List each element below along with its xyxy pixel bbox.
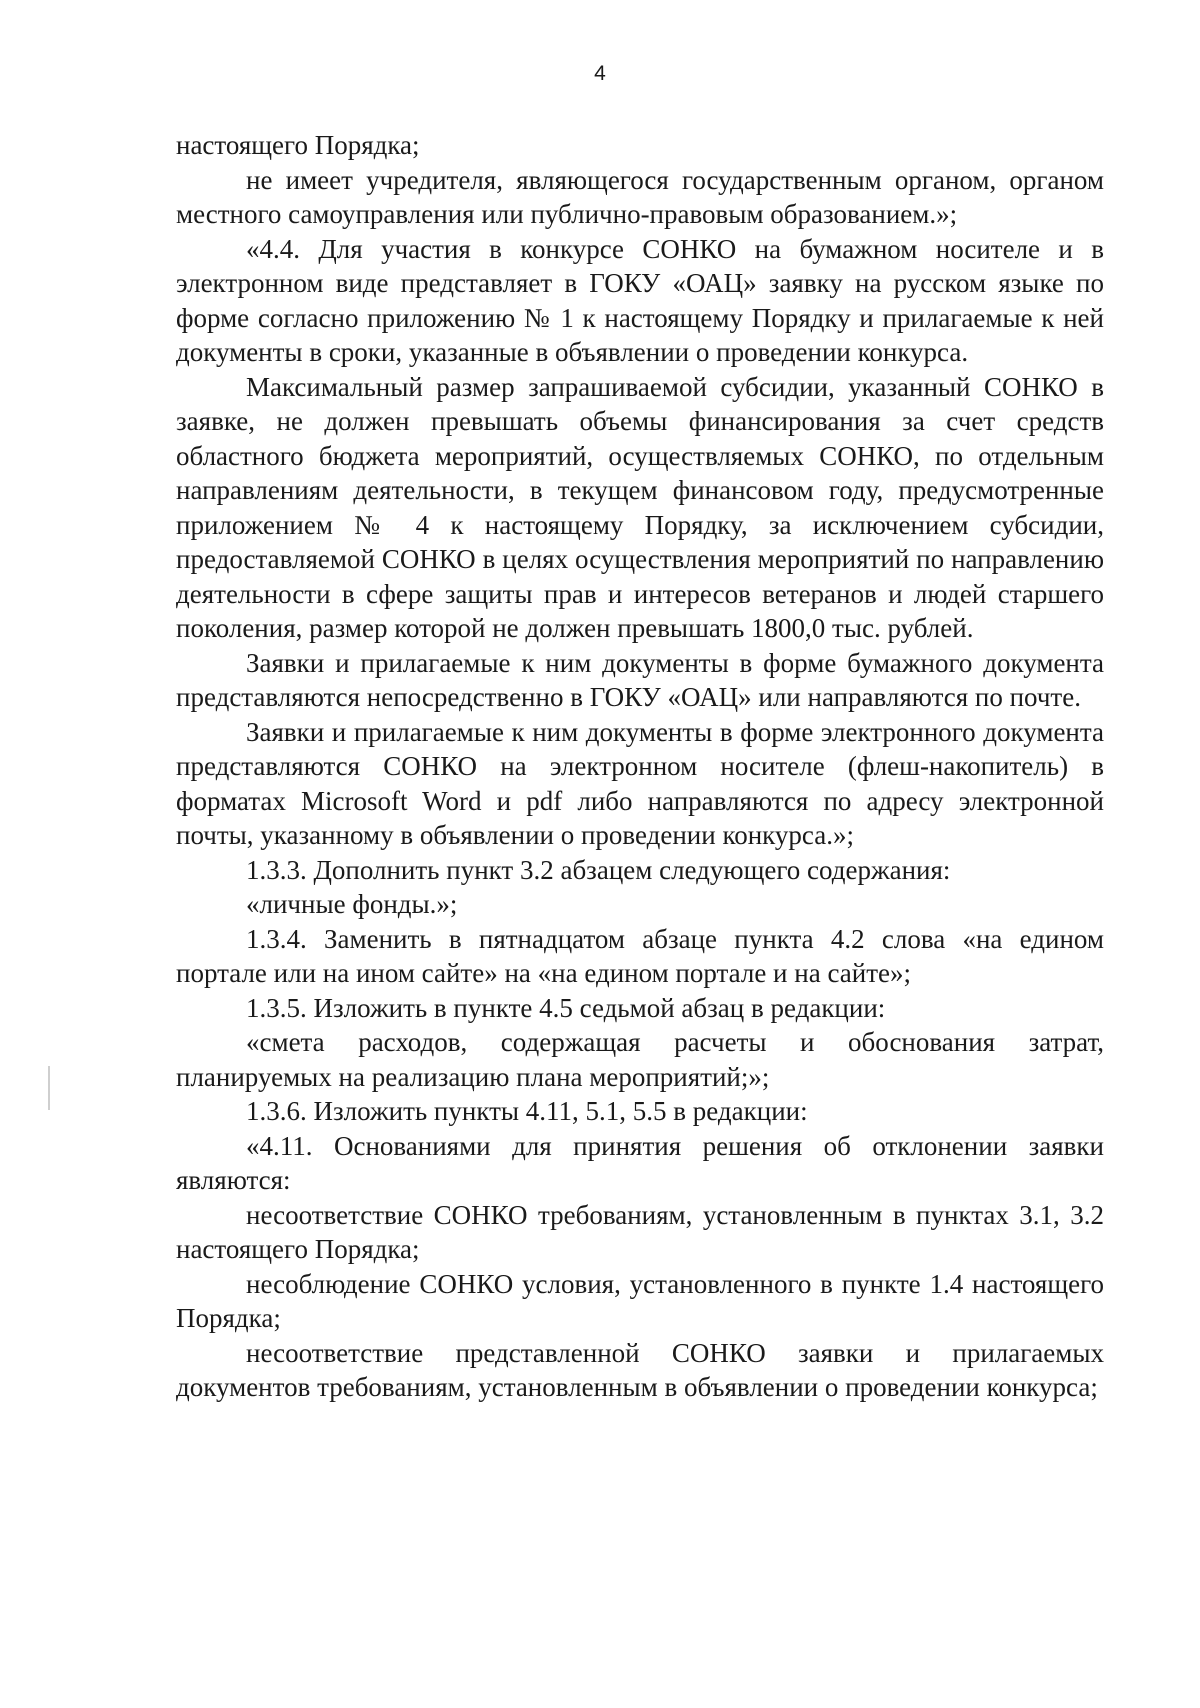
paragraph-max-subsidy: Максимальный размер запрашиваемой субсидии, указанный СОНКО в заявке, не должен превышать объемы финансирования за счет средств областного бюджета мероприятий, осуществляемых СОНКО, по отдельным направлениям деятельности, в текущем финансовом году, предусмотренные приложением № 4 к настоящему Порядку, за исключением субсидии, предоставляемой СОНКО в целях осуществления мероприятий по направлению деятельности в сфере защиты прав и интересов ветеранов и людей старшего поколения, размер которой не должен превышать 1800,0 тыс. рублей.: [176, 371, 1104, 643]
paragraph-application-mismatch: несоответствие представленной СОНКО заявки и прилагаемых документов требованиям, установленным в объявлении о проведении конкурса;: [176, 1337, 1104, 1402]
paragraph-item-1-3-5: 1.3.5. Изложить в пункте 4.5 седьмой абзац в редакции:: [246, 992, 886, 1023]
paragraph-item-1-3-6: 1.3.6. Изложить пункты 4.11, 5.1, 5.5 в редакции:: [246, 1096, 808, 1126]
document-body: [176, 128, 1104, 1405]
paragraph-electronic-submission: Заявки и прилагаемые к ним документы в форме электронного документа представляются СОНКО на электронном носителе (флеш-накопитель) в форматах Microsoft Word и pdf либо направляются по адресу электронной почты, указанному в объявлении о проведении конкурса.»;: [176, 716, 1104, 850]
paragraph-clause-4-11: «4.11. Основаниями для принятия решения об отклонении заявки являются:: [176, 1130, 1104, 1195]
paragraph-requirements-mismatch: несоответствие СОНКО требованиям, установленным в пунктах 3.1, 3.2 настоящего Порядка;: [176, 1199, 1104, 1264]
page-number: 4: [594, 62, 606, 85]
paragraph-personal-funds: «личные фонды.»;: [246, 889, 458, 919]
paragraph-item-1-3-3: 1.3.3. Дополнить пункт 3.2 абзацем следующего содержания:: [246, 854, 951, 885]
paragraph-continuation: настоящего Порядка;: [176, 130, 420, 160]
scan-margin-mark: [48, 1066, 50, 1110]
paragraph-founder-condition: не имеет учредителя, являющегося государственным органом, органом местного самоуправления или публично-правовым образованием.»;: [176, 164, 1104, 229]
paragraph-cost-estimate: «смета расходов, содержащая расчеты и обоснования затрат, планируемых на реализацию плана мероприятий;»;: [176, 1027, 1104, 1092]
paragraph-condition-noncompliance: несоблюдение СОНКО условия, установленного в пункте 1.4 настоящего Порядка;: [176, 1268, 1104, 1333]
paragraph-clause-4-4: «4.4. Для участия в конкурсе СОНКО на бумажном носителе и в электронном виде представляет в ГОКУ «ОАЦ» заявку на русском языке по форме согласно приложению № 1 к настоящему Порядку и прилагаемые к ней документы в сроки, указанные в объявлении о проведении конкурса.: [176, 233, 1104, 367]
paragraph-item-1-3-4: 1.3.4. Заменить в пятнадцатом абзаце пункта 4.2 слова «на едином портале или на ином сайте» на «на едином портале и на сайте»;: [176, 923, 1104, 988]
paragraph-paper-submission: Заявки и прилагаемые к ним документы в форме бумажного документа представляются непосредственно в ГОКУ «ОАЦ» или направляются по почте.: [176, 647, 1104, 712]
